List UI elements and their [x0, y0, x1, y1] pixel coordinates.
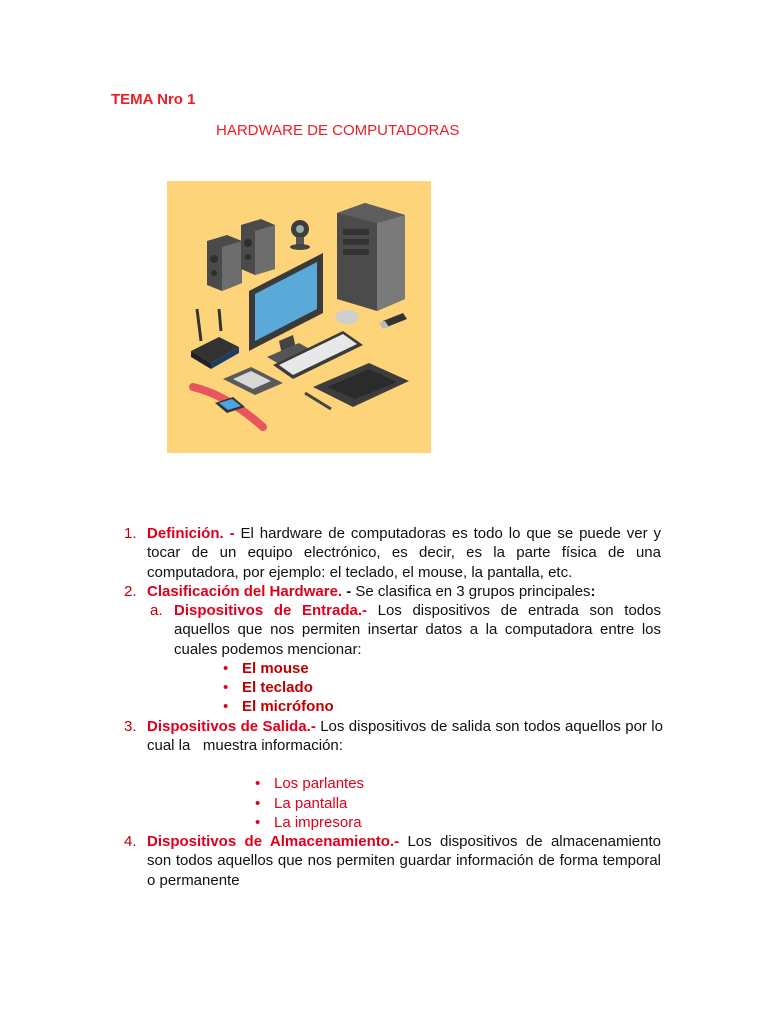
bullet-icon: •: [223, 698, 229, 715]
output-bullet-speakers: Los parlantes: [274, 775, 365, 792]
hardware-illustration: [167, 181, 431, 453]
input-bullet-keyboard: El teclado: [242, 679, 313, 696]
storage-devices-term: Dispositivos de Almacenamiento.-: [147, 833, 400, 850]
output-bullet-screen: La pantalla: [274, 795, 348, 812]
list-number: 1.: [124, 525, 137, 542]
input-bullet-microphone: El micrófono: [242, 698, 334, 715]
mouse-icon: [335, 310, 359, 324]
computer-tower-icon: [337, 203, 405, 311]
list-number: 4.: [124, 833, 137, 850]
bullet-icon: •: [255, 814, 261, 831]
storage-devices-paragraph: [147, 832, 661, 890]
input-bullet-mouse: El mouse: [242, 660, 309, 677]
classification-colon: :: [590, 583, 596, 600]
classification-sep: -: [342, 583, 352, 600]
definition-term: Definición. -: [147, 525, 235, 542]
input-devices-text: Los dispositivos de entrada son todos aquellos que nos permiten insertar datos a la computadora entre los cuales podemos mencionar:: [174, 602, 661, 658]
output-devices-text: Los dispositivos de salida son todos aquellos por lo cual la muestra información:: [147, 718, 668, 755]
speaker-left-icon: [207, 235, 242, 291]
page-title: HARDWARE DE COMPUTADORAS: [216, 122, 460, 139]
topic-number: TEMA Nro 1: [111, 91, 196, 108]
classification-term: Clasificación del Hardware.: [147, 583, 343, 600]
bullet-icon: •: [223, 660, 229, 677]
bullet-icon: •: [255, 775, 261, 792]
bullet-icon: •: [223, 679, 229, 696]
speaker-right-icon: [241, 219, 275, 275]
input-devices-paragraph: [174, 601, 661, 659]
list-letter: a.: [150, 602, 163, 619]
storage-devices-text: Los dispositivos de almacenamiento son todos aquellos que nos permiten guardar información de forma temporal o permanente: [147, 833, 662, 889]
output-devices-term: Dispositivos de Salida.-: [147, 718, 316, 735]
output-devices-paragraph: [147, 717, 668, 756]
classification-text: Se clasifica en 3 grupos principales: [351, 583, 591, 600]
definition-text: El hardware de computadoras es todo lo que se puede ver y tocar de un equipo electrónico, es decir, es la parte física de una computadora, por ejemplo: el teclado, el mouse, la pantalla, etc.: [147, 525, 662, 581]
input-devices-term: Dispositivos de Entrada.-: [174, 602, 367, 619]
bullet-icon: •: [255, 795, 261, 812]
list-number: 2.: [124, 583, 137, 600]
output-bullet-printer: La impresora: [274, 814, 362, 831]
definition-paragraph: [147, 524, 661, 582]
list-number: 3.: [124, 718, 137, 735]
classification-paragraph: [147, 582, 667, 601]
